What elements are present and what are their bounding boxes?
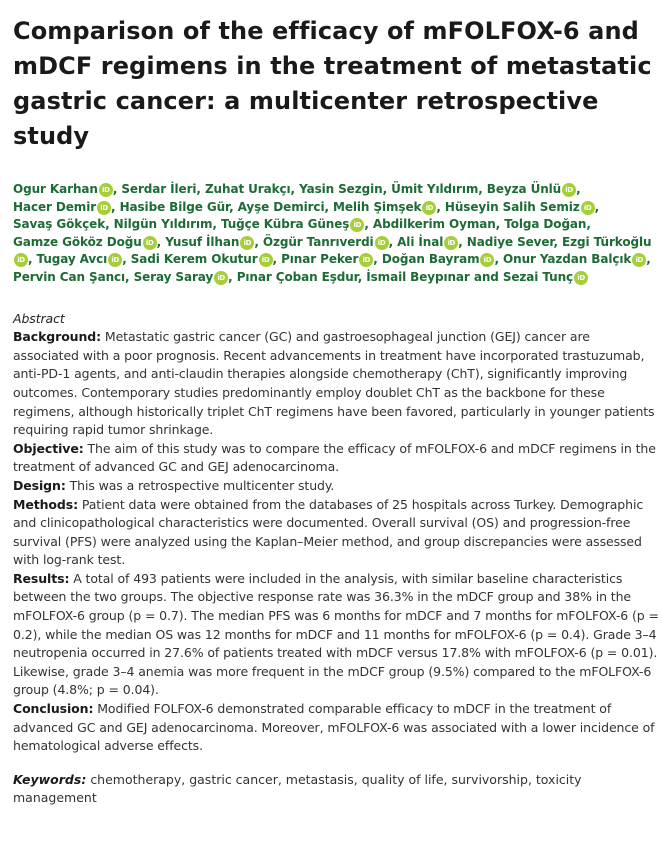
author-separator: , (646, 252, 651, 267)
author-separator: , (212, 217, 221, 232)
orcid-icon[interactable]: iD (143, 236, 157, 250)
author-name[interactable]: Doğan Bayram (381, 252, 480, 267)
orcid-icon[interactable]: iD (574, 271, 588, 285)
orcid-icon[interactable]: iD (259, 253, 273, 267)
author-separator: , (229, 199, 238, 214)
orcid-icon[interactable]: iD (422, 201, 436, 215)
abstract-text: Modified FOLFOX-6 demonstrated comparable efficacy to mDCF in the treatment of advanced GC and GEJ adenocarcinoma. Moreover, mFOLFOX-6 was associated with a lower incidence of hematological adverse effects. (13, 701, 655, 754)
orcid-icon[interactable]: iD (562, 183, 576, 197)
author-separator: , (576, 182, 581, 196)
author-separator: , (495, 217, 505, 232)
author-separator: , (290, 182, 300, 196)
author-name[interactable]: Ezgi Türkoğlu (562, 234, 652, 249)
abstract-text: Patient data were obtained from the databases of 25 hospitals across Turkey. Demographic and clinicopathological characteristics were documented. Overall survival (OS) and progression-free survival (PFS) were analyzed using the Kaplan–Meier method, and group discrepancies were assessed with log-rank test. (13, 496, 644, 568)
abstract-paragraph (13, 440, 659, 477)
orcid-icon[interactable]: iD (480, 253, 494, 267)
orcid-icon[interactable]: iD (375, 236, 389, 250)
author-separator: , (272, 252, 282, 267)
author-separator: , (196, 182, 205, 196)
orcid-icon[interactable]: iD (444, 236, 458, 250)
author-name[interactable]: Tugay Avcı (36, 252, 108, 267)
keywords-text: chemotherapy, gastric cancer, metastasis, quality of life, survivorship, toxicity management (13, 771, 582, 806)
author-list (13, 181, 659, 287)
author-name[interactable]: Pınar Çoban Eşdur (236, 269, 358, 284)
author-name[interactable]: Tuğçe Kübra Güneş (220, 217, 350, 232)
author-name[interactable]: Özgür Tanrıverdi (262, 234, 374, 249)
author-name[interactable]: Savaş Gökçek (13, 217, 106, 232)
author-name[interactable]: Hüseyin Salih Semiz (444, 199, 580, 214)
author-name[interactable]: Yasin Sezgin (299, 182, 383, 196)
author-separator: , (122, 252, 131, 267)
author-separator: , (156, 234, 166, 249)
author-separator: , (254, 234, 263, 249)
author-separator: , (105, 217, 114, 232)
author-name[interactable]: Nadiye Sever (466, 234, 554, 249)
orcid-icon[interactable]: iD (350, 218, 364, 232)
author-name[interactable]: Yusuf İlhan (165, 234, 240, 249)
abstract-paragraph (13, 477, 659, 496)
abstract-text: Metastatic gastric cancer (GC) and gastroesophageal junction (GEJ) cancer are associated with a poor prognosis. Recent advancements in treatment have incorporated trastuzumab, anti-PD-1 agents, and anti-claudin therapies alongside chemotherapy (ChT), significantly improving outcomes. Contemporary studies predominantly employ doublet ChT as the backbone for these regimens, although historically triplet ChT regimens have been favored, particularly in younger patients requiring rapid tumor shrinkage. (13, 329, 655, 438)
author-separator: , (594, 199, 600, 214)
author-name[interactable]: Serdar İleri (121, 182, 197, 196)
author-name[interactable]: Hasibe Bilge Gür (119, 199, 230, 214)
author-name[interactable]: Pınar Peker (281, 252, 359, 267)
author-separator: , (373, 252, 382, 267)
author-name[interactable]: Abdilkerim Oyman (372, 217, 496, 232)
abstract-text: The aim of this study was to compare the efficacy of mFOLFOX-6 and mDCF regimens in the treatment of advanced GC and GEJ adenocarcinoma. (13, 440, 656, 475)
author-separator: and (469, 269, 503, 284)
author-name[interactable]: Tolga Doğan (504, 217, 587, 232)
orcid-icon[interactable]: iD (97, 201, 111, 215)
author-separator: , (125, 269, 134, 284)
orcid-icon[interactable]: iD (581, 201, 595, 215)
orcid-icon[interactable]: iD (214, 271, 228, 285)
abstract-text: A total of 493 patients were included in the analysis, with similar baseline characteristics between the two groups. The objective response rate was 36.3% in the mDCF group and 38% in the mFOLFOX-6 group (p = 0.7). The median PFS was 6 months for mDCF and 7 months for mFOLFOX-6 (p = 0.2), while the median OS was 12 months for mDCF and 11 months for mFOLFOX-6 (p = 0.4). Grade 3–4 neutropenia occurred in 27.6% of patients treated with mDCF versus 17.8% with mFOLFOX-6 (p = 0.01). Likewise, grade 3–4 anemia was more frequent in the mDCF group (9.5%) compared to the mFOLFOX-6 group (4.8%; p = 0.04). (13, 570, 659, 698)
author-separator: , (553, 234, 563, 249)
author-name[interactable]: Pervin Can Şancı (13, 269, 126, 284)
abstract-label: Results: (13, 570, 70, 586)
author-separator: , (28, 252, 37, 267)
keywords-label: Keywords: (13, 771, 87, 787)
author-name[interactable]: Hacer Demir (13, 199, 97, 214)
abstract-label: Objective: (13, 440, 84, 456)
abstract-paragraph (13, 700, 659, 756)
orcid-icon[interactable]: iD (240, 236, 254, 250)
author-separator: , (382, 182, 392, 196)
author-separator: , (357, 269, 367, 284)
author-separator: , (436, 199, 445, 214)
keywords (13, 771, 659, 808)
abstract-paragraph (13, 328, 659, 440)
author-name[interactable]: Ayşe Demirci (237, 199, 325, 214)
author-name[interactable]: İsmail Beypınar (366, 269, 470, 284)
author-separator: , (458, 234, 467, 249)
author-name[interactable]: Melih Şimşek (333, 199, 422, 214)
orcid-icon[interactable]: iD (99, 183, 113, 197)
orcid-icon[interactable]: iD (108, 253, 122, 267)
abstract-section (13, 310, 659, 756)
abstract-label: Methods: (13, 496, 78, 512)
author-separator: , (388, 234, 398, 249)
article-title: Comparison of the efficacy of mFOLFOX-6 and mDCF regimens in the treatment of metastatic gastric cancer: a multicenter retrospective study (13, 17, 652, 150)
abstract-paragraph (13, 570, 659, 700)
author-name[interactable]: Sezai Tunç (502, 269, 574, 284)
author-separator: , (364, 217, 373, 232)
author-name[interactable]: Zuhat Urakçı (204, 182, 291, 196)
author-separator: , (228, 269, 237, 284)
abstract-body (13, 328, 659, 756)
author-separator: , (112, 182, 122, 196)
abstract-label: Design: (13, 477, 66, 493)
abstract-paragraph (13, 496, 659, 570)
abstract-label: Conclusion: (13, 701, 94, 717)
orcid-icon[interactable]: iD (14, 253, 28, 267)
orcid-icon[interactable]: iD (359, 253, 373, 267)
author-name[interactable]: Onur Yazdan Balçık (503, 252, 632, 267)
author-name[interactable]: Seray Saray (133, 269, 214, 284)
author-name[interactable]: Ümit Yıldırım (391, 182, 479, 196)
abstract-label: Background: (13, 329, 102, 345)
author-separator: , (494, 252, 504, 267)
author-separator: , (324, 199, 334, 214)
abstract-heading: Abstract (13, 310, 65, 326)
orcid-icon[interactable]: iD (632, 253, 646, 267)
author-name[interactable]: Beyza Ünlü (486, 182, 562, 196)
author-separator: , (111, 199, 120, 214)
author-name[interactable]: Sadi Kerem Okutur (130, 252, 258, 267)
author-name[interactable]: Ogur Karhan (13, 182, 98, 196)
author-name[interactable]: Ali İnal (397, 234, 444, 249)
author-name[interactable]: Nilgün Yıldırım (113, 217, 213, 232)
article-page (13, 14, 659, 808)
author-separator: , (586, 217, 591, 232)
author-separator: , (478, 182, 487, 196)
author-name[interactable]: Gamze Gököz Doğu (13, 234, 142, 249)
abstract-text: This was a retrospective multicenter study. (69, 477, 335, 493)
